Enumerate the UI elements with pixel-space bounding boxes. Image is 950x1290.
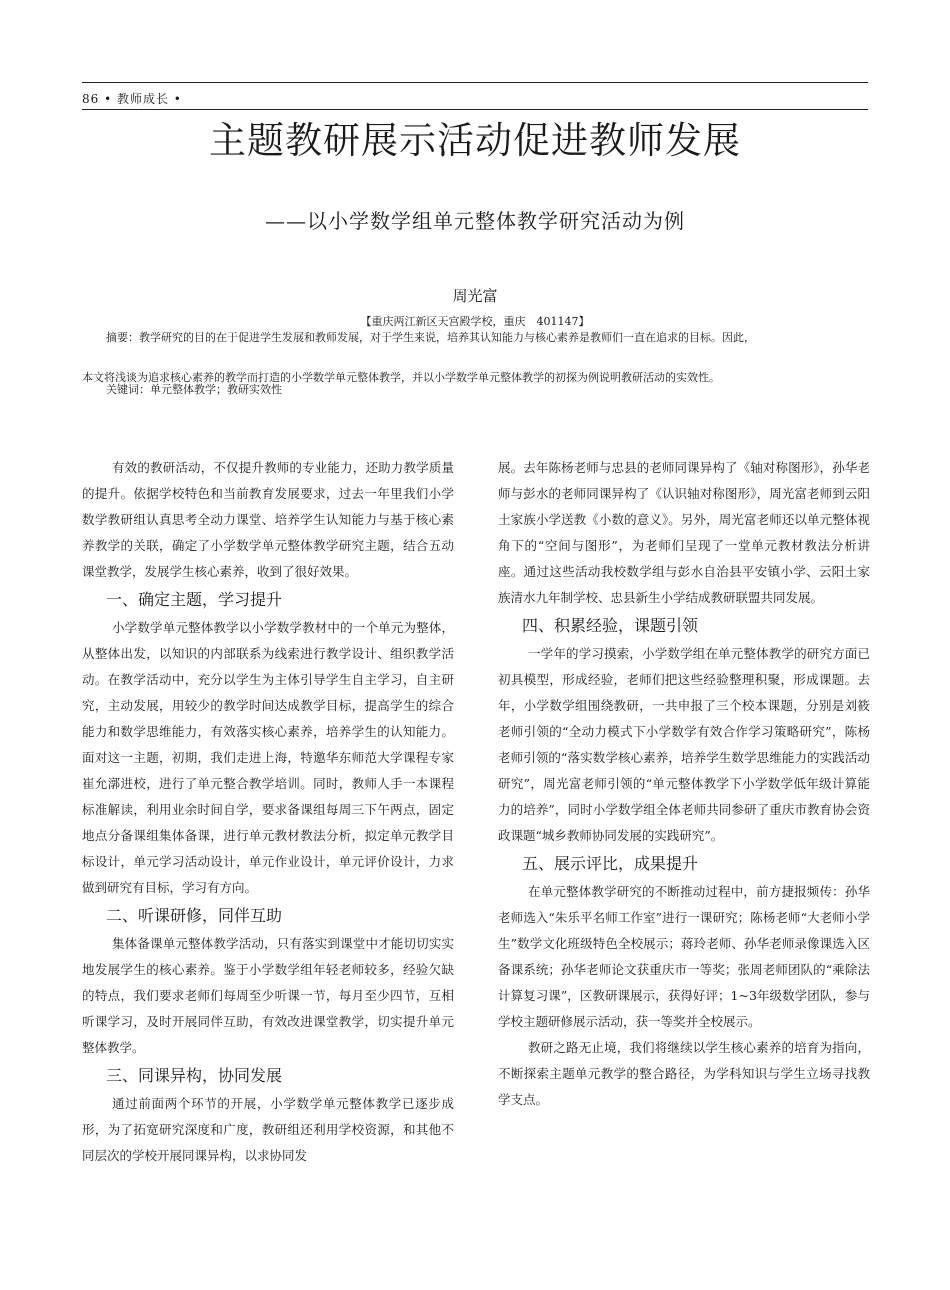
paragraph-section-3-continued: 展。去年陈杨老师与忠县的老师同课异构了《轴对称图形》，孙华老师与彭水的老师同课异构了《认识轴对称图形》，周光富老师到云阳土家族小学送教《小数的意义》。另外，周光富老师还以单元整体视角下的“空间与图形”，为老师们呈现了一堂单元教材教法分析讲座。通过这些活动我校数学组与彭水自治县平安镇小学、云阳土家族清水九年制学校、忠县新生小学结成教研联盟共同发展。 [498, 460, 870, 605]
left-column [82, 455, 454, 1169]
paragraph-conclusion: 教研之路无止境，我们将继续以学生核心素养的培育为指向，不断探索主题单元教学的整合路径，为学科知识与学生立场寻找教学支点。 [498, 1040, 870, 1107]
author-name: 周光富 [452, 287, 498, 305]
paragraph-section-3: 通过前面两个环节的开展，小学数学单元整体教学已逐步成形，为了拓宽研究深度和广度，教研组还利用学校资源，和其他不同层次的学校开展同课异构，以求协同发 [82, 1096, 454, 1163]
section-heading-3: 三、同课异构，协同发展 [106, 1066, 283, 1085]
author-affiliation: 【重庆两江新区天宫殿学校，重庆 401147】 [360, 315, 590, 328]
abstract-line-2: 本文将浅谈为追求核心素养的教学而打造的小学数学单元整体教学，并以小学数学单元整体教学的初探为例说明教研活动的实效性。 [82, 371, 720, 384]
right-column [498, 455, 870, 1113]
section-heading-4: 四、积累经验，课题引领 [522, 616, 699, 635]
section-heading-1: 一、确定主题，学习提升 [106, 590, 283, 609]
paragraph-section-2: 集体备课单元整体教学活动，只有落实到课堂中才能切切实实地发展学生的核心素养。鉴于小学数学组年轻老师较多，经验欠缺的特点，我们要求老师们每周至少听课一节，每月至少四节，互相听课学习，及时开展同伴互助，有效改进课堂教学，切实提升单元整体教学。 [82, 936, 454, 1055]
paragraph-section-5: 在单元整体教学研究的不断推动过程中，前方捷报频传：孙华老师选入“朱乐平名师工作室”进行一课研究；陈杨老师“大老师小学生”数学文化班级特色全校展示；蒋玲老师、孙华老师录像课选入区备课系统；孙华老师论文获重庆市一等奖；张周老师团队的“乘除法计算复习课”，区教研课展示，获得好评；1~3年级数学团队，参与学校主题研修展示活动，获一等奖并全校展示。 [498, 884, 870, 1029]
paragraph-intro: 有效的教研活动，不仅提升教师的专业能力，还助力教学质量的提升。依据学校特色和当前教育发展要求，过去一年里我们小学数学教研组认真思考全动力课堂、培养学生认知能力与基于核心素养教学的关联，确定了小学数学单元整体教学研究主题，结合五动课堂教学，发展学生核心素养，收到了很好效果。 [82, 460, 454, 579]
abstract [82, 331, 868, 384]
section-heading-5: 五、展示评比，成果提升 [522, 854, 699, 873]
page-header: 86 • 教师成长 • [82, 92, 182, 106]
article-title: 主题教研展示活动促进教师发展 [209, 119, 741, 162]
section-heading-2: 二、听课研修，同伴互助 [106, 906, 283, 925]
paragraph-section-4: 一学年的学习摸索，小学数学组在单元整体教学的研究方面已初具模型，形成经验，老师们把这些经验整理积聚，形成课题。去年，小学数学组围绕教研，一共申报了三个校本课题，分别是刘筱老师引领的“全动力模式下小学数学有效合作学习策略研究”，陈杨老师引领的“落实数学核心素养，培养学生数学思维能力的实践活动研究”，周光富老师引领的“单元整体教学下小学数学低年级计算能力的培养”，同时小学数学组全体老师共同参研了重庆市教育协会资政课题“城乡教师协同发展的实践研究”。 [498, 646, 870, 843]
abstract-line-1: 摘要：教学研究的目的在于促进学生发展和教师发展，对于学生来说，培养其认知能力与核心素养是教师们一直在追求的目标。因此， [106, 331, 755, 344]
paragraph-section-1: 小学数学单元整体教学以小学数学教材中的一个单元为整体，从整体出发，以知识的内部联系为线索进行教学设计、组织教学活动。在教学活动中，充分以学生为主体引导学生自主学习，自主研究，主动发展，用较少的教学时间达成教学目标，提高学生的综合能力和数学思维能力，有效落实核心素养，培养学生的认知能力。面对这一主题，初期，我们走进上海，特邀华东师范大学课程专家崔允漷进校，进行了单元整合教学培训。同时，教师人手一本课程标准解读，利用业余时间自学，要求备课组每周三下午两点，固定地点分备课组集体备课，进行单元教材教法分析，拟定单元教学目标设计，单元学习活动设计，单元作业设计，单元评价设计，力求做到研究有目标，学习有方向。 [82, 620, 454, 895]
article-subtitle: ——以小学数学组单元整体教学研究活动为例 [265, 209, 685, 233]
top-rule [82, 82, 868, 83]
keywords: 关键词：单元整体教学；教研实效性 [106, 383, 282, 396]
